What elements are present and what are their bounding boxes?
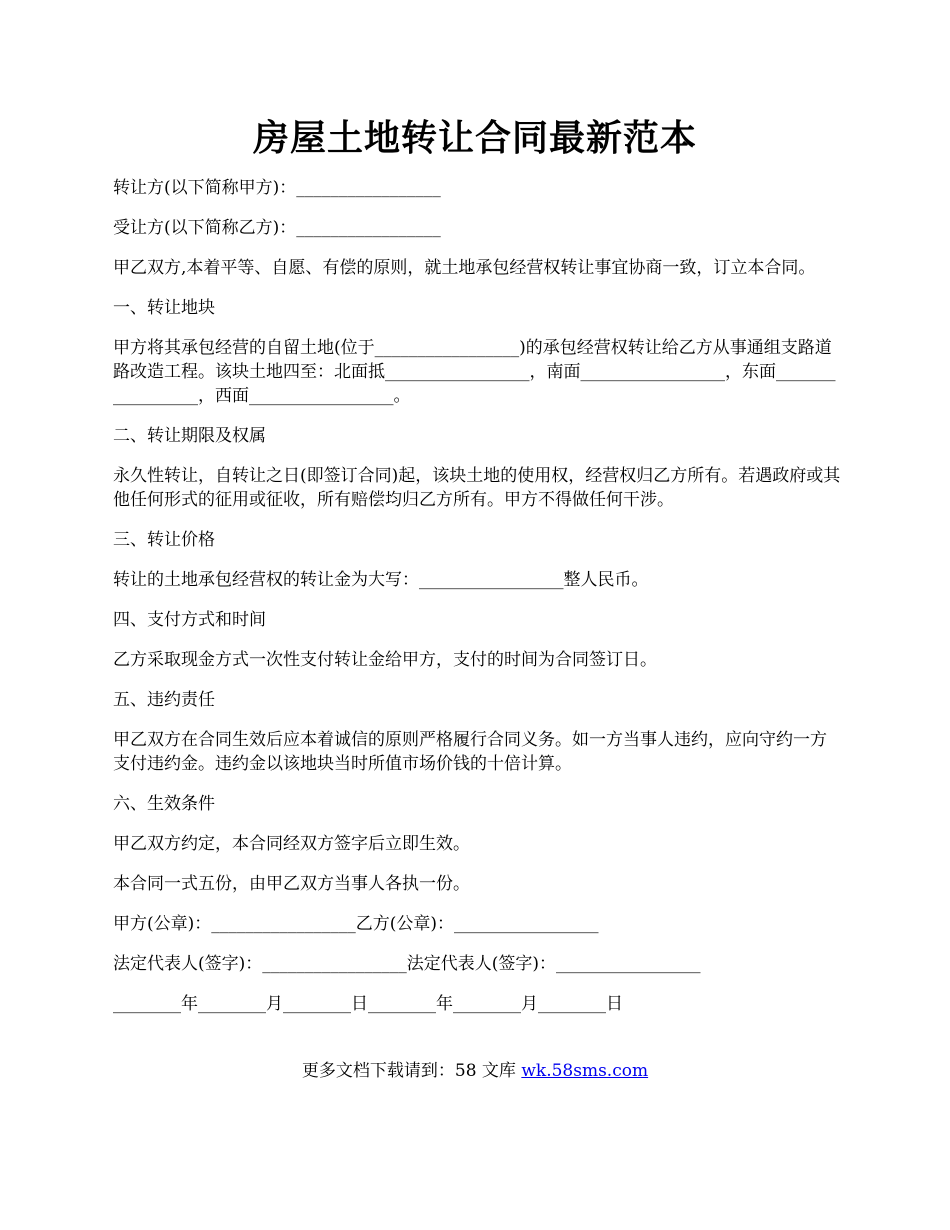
- party-b-line: 受让方(以下简称乙方)：_________________: [113, 218, 441, 238]
- document-body: [113, 176, 843, 1032]
- section-heading-1: 一、转让地块: [113, 298, 215, 318]
- signature-line: 法定代表人(签字)：_________________法定代表人(签字)：_________________: [113, 954, 701, 974]
- document-title: 房屋土地转让合同最新范本: [252, 117, 697, 159]
- section-body-2: 永久性转让，自转让之日(即签订合同)起，该块土地的使用权，经营权归乙方所有。若遇政府或其他任何形式的征用或征收，所有赔偿均归乙方所有。甲方不得做任何干涉。: [113, 466, 841, 510]
- footer-prefix: 更多文档下载请到：58 文库: [301, 1061, 522, 1081]
- section-body-4: 乙方采取现金方式一次性支付转让金给甲方，支付的时间为合同签订日。: [113, 650, 657, 670]
- section-body-5: 甲乙双方在合同生效后应本着诚信的原则严格履行合同义务。如一方当事人违约，应向守约一方支付违约金。违约金以该地块当时所值市场价钱的十倍计算。: [113, 730, 827, 774]
- section-heading-3: 三、转让价格: [113, 530, 215, 550]
- section-heading-5: 五、违约责任: [113, 690, 215, 710]
- section-heading-4: 四、支付方式和时间: [113, 610, 266, 630]
- section-body-3: 转让的土地承包经营权的转让金为大写：_________________整人民币。: [113, 570, 649, 590]
- party-a-line: 转让方(以下简称甲方)：_________________: [113, 178, 441, 198]
- section-body-6: 甲乙双方约定，本合同经双方签字后立即生效。: [113, 834, 470, 854]
- preamble-paragraph: 甲乙双方,本着平等、自愿、有偿的原则，就土地承包经营权转让事宜协商一致，订立本合同。: [113, 258, 816, 278]
- footer-link[interactable]: wk.58sms.com: [521, 1061, 649, 1081]
- download-footer: [0, 1058, 950, 1084]
- section-body-1: 甲方将其承包经营的自留土地(位于_________________)的承包经营权转让给乙方从事通组支路道路改造工程。该块土地四至：北面抵_________________，南面_________________，东面_________________，西面_________________。: [113, 338, 836, 406]
- section-heading-2: 二、转让期限及权属: [113, 426, 266, 446]
- copies-clause: 本合同一式五份，由甲乙双方当事人各执一份。: [113, 874, 470, 894]
- date-line: ________年________月________日________年________月________日: [113, 994, 623, 1014]
- section-heading-6: 六、生效条件: [113, 794, 215, 814]
- seal-line: 甲方(公章)：_________________乙方(公章)：_________________: [113, 914, 599, 934]
